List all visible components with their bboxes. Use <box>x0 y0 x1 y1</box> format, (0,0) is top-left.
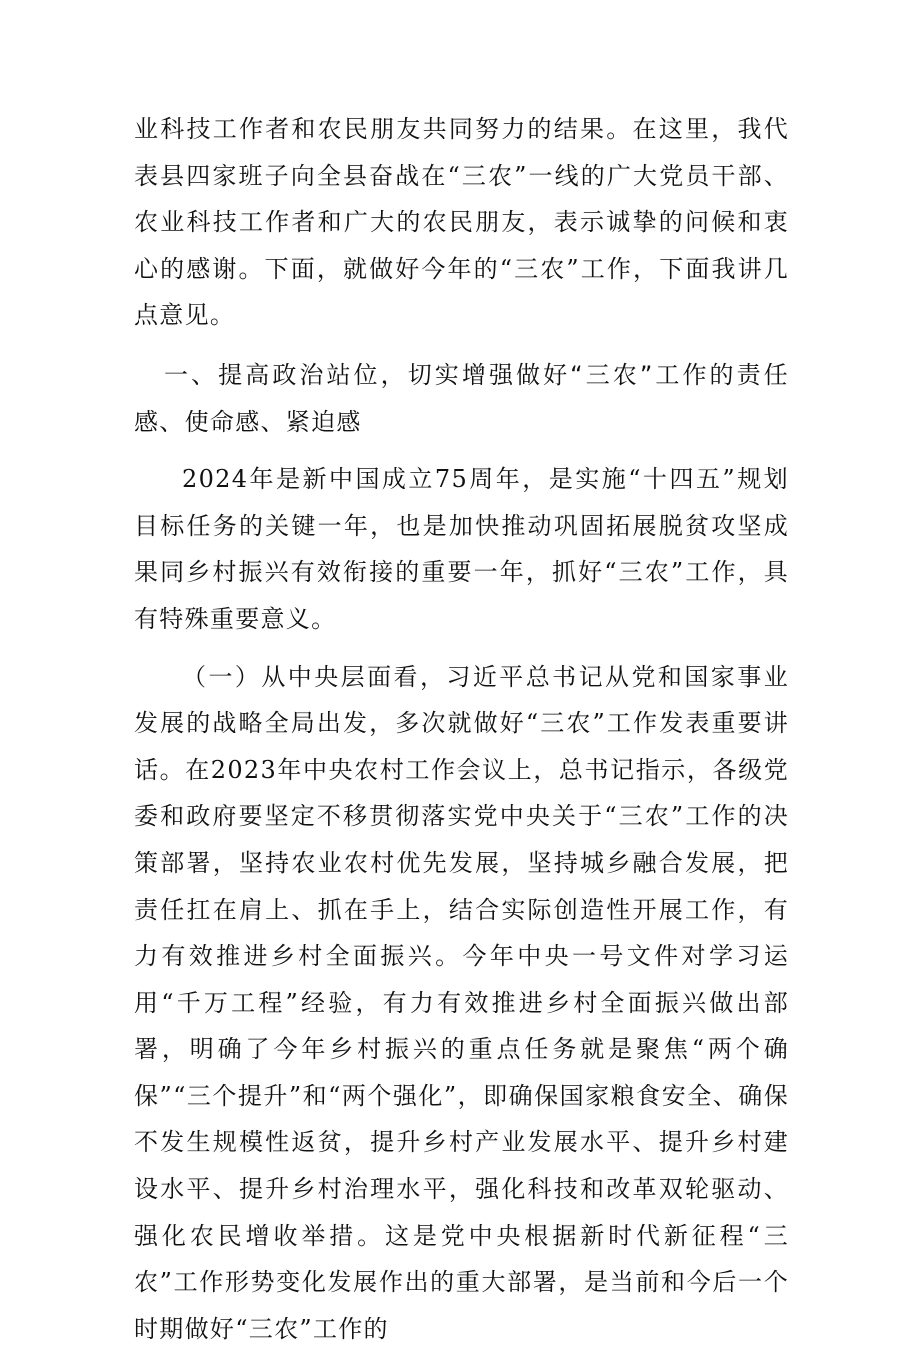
paragraph-central-level: （一）从中央层面看，习近平总书记从党和国家事业发展的战略全局出发，多次就做好“三农”工作发表重要讲话。在2023年中央农村工作会议上，总书记指示，各级党委和政府要坚定不移贯彻落实党中央关于“三农”工作的决策部署，坚持农业农村优先发展，坚持城乡融合发展，把责任扛在肩上、抓在手上，结合实际创造性开展工作，有力有效推进乡村全面振兴。今年中央一号文件对学习运用“千万工程”经验，有力有效推进乡村全面振兴做出部署，明确了今年乡村振兴的重点任务就是聚焦“两个确保”“三个提升”和“两个强化”，即确保国家粮食安全、确保不发生规模性返贫，提升乡村产业发展水平、提升乡村建设水平、提升乡村治理水平，强化科技和改革双轮驱动、强化农民增收举措。这是党中央根据新时代新征程“三农”工作形势变化发展作出的重大部署，是当前和今后一个时期做好“三农”工作的 <box>134 662 789 1343</box>
paragraph-continuation: 业科技工作者和农民朋友共同努力的结果。在这里，我代表县四家班子向全县奋战在“三农”一线的广大党员干部、农业科技工作者和广大的农民朋友，表示诚挚的问候和衷心的感谢。下面，就做好今年的“三农”工作，下面我讲几点意见。 <box>134 115 789 330</box>
paragraph-2024-overview: 2024年是新中国成立75周年，是实施“十四五”规划目标任务的关键一年，也是加快推动巩固拓展脱贫攻坚成果同乡村振兴有效衔接的重要一年，抓好“三农”工作，具有特殊重要意义。 <box>134 465 789 633</box>
section-heading-1: 一、提高政治站位，切实增强做好“三农”工作的责任感、使命感、紧迫感 <box>134 360 789 436</box>
